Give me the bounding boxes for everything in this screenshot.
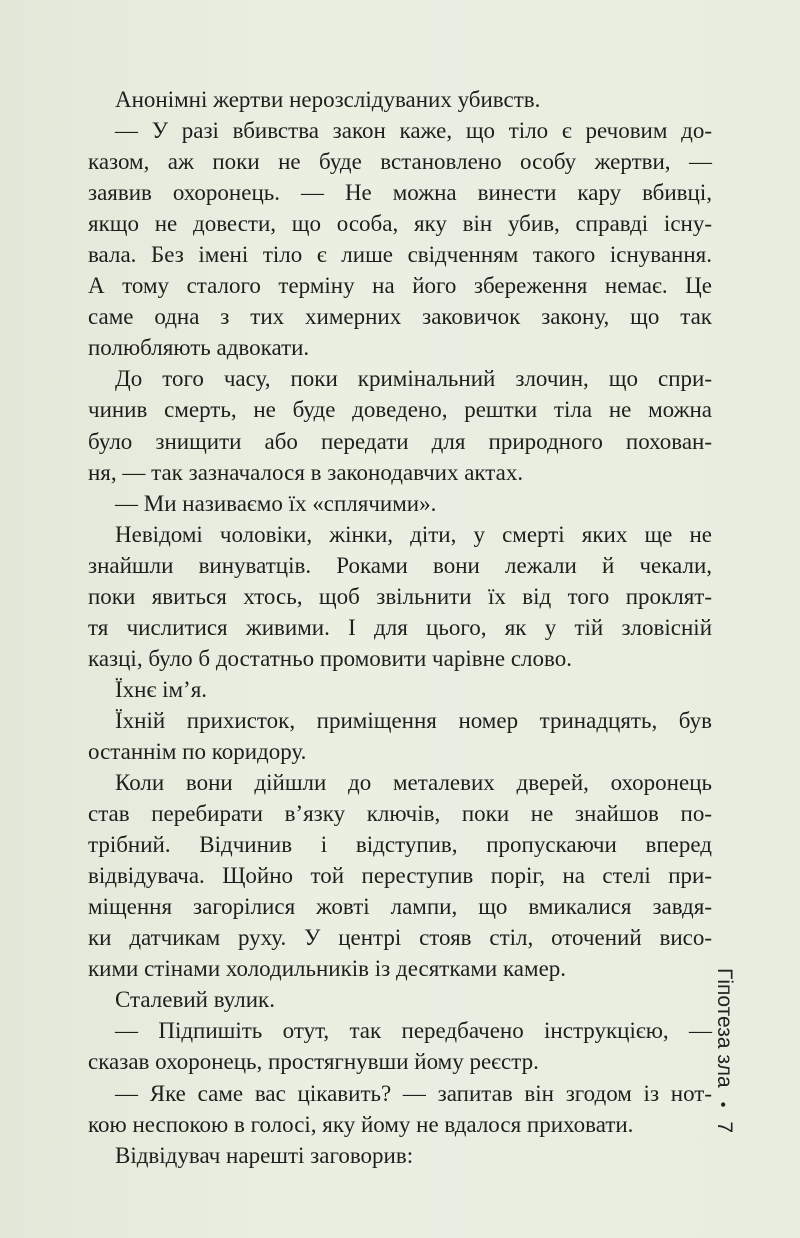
text-line: кою неспокою в голосі, яку йому не вдалося приховати. xyxy=(88,1111,634,1137)
text-line: було знищити або передати для природного похован- xyxy=(88,428,712,454)
text-line: До того часу, поки кримінальний злочин, що спри- xyxy=(115,366,712,392)
paragraph xyxy=(88,115,712,363)
paragraph xyxy=(88,984,712,1015)
text-line: казом, аж поки не буде встановлено особу жертви, — xyxy=(88,149,712,175)
text-line: відвідувача. Щойно той переступив поріг, на стелі при- xyxy=(88,863,712,889)
text-line: кими стінами холодильників із десятками камер. xyxy=(88,956,567,982)
text-line: ня, — так зазначалося в законодавчих актах. xyxy=(88,459,524,485)
text-line: Відвідувач нарешті заговорив: xyxy=(115,1142,414,1168)
page-body-text xyxy=(88,84,712,1171)
paragraph xyxy=(88,519,712,674)
text-line: Сталевий вулик. xyxy=(115,987,275,1013)
paragraph xyxy=(88,363,712,487)
text-line: знайшли винуватців. Роками вони лежали й чекали, xyxy=(88,552,712,578)
text-line: — Підпишіть отут, так передбачено інструкцією, — xyxy=(115,1018,712,1044)
text-line: — У разі вбивства закон каже, що тіло є речовим до- xyxy=(115,118,712,144)
text-line: став перебирати в’язку ключів, поки не знайшов по- xyxy=(88,801,712,827)
separator-bullet: • xyxy=(714,1101,731,1108)
text-line: Невідомі чоловіки, жінки, діти, у смерті яких ще не xyxy=(115,521,712,547)
text-line: Анонімні жертви нерозслідуваних убивств. xyxy=(115,87,541,112)
paragraph xyxy=(88,488,712,519)
text-line: казці, було б достатньо промовити чарівне слово. xyxy=(88,645,572,671)
text-line: міщення загорілися жовті лампи, що вмикалися завдя- xyxy=(88,894,712,920)
text-line: останнім по коридору. xyxy=(88,738,307,764)
paragraph xyxy=(88,1015,712,1077)
text-line: А тому сталого терміну на його збереження немає. Це xyxy=(88,273,712,299)
paragraph xyxy=(88,1140,712,1171)
running-footer xyxy=(706,968,746,1158)
text-line: ки датчикам руху. У центрі стояв стіл, оточений висо- xyxy=(88,925,712,951)
text-line: трібний. Відчинив і відступив, пропускаючи вперед xyxy=(88,832,712,858)
text-line: саме одна з тих химерних заковичок закону, що так xyxy=(88,304,712,330)
text-line: — Ми називаємо їх «сплячими». xyxy=(115,490,437,516)
text-line: полюбляють адвокати. xyxy=(88,335,310,361)
paragraph xyxy=(88,767,712,984)
text-line: вала. Без імені тіло є лише свідченням такого існування. xyxy=(88,242,712,268)
text-line: Коли вони дійшли до металевих дверей, охоронець xyxy=(115,770,712,796)
text-line: тя числитися живими. І для цього, як у тій зловісній xyxy=(88,614,712,640)
book-title: Гіпотеза зла xyxy=(713,968,736,1088)
text-line: заявив охоронець. — Не можна винести кару вбивці, xyxy=(88,180,712,206)
text-line: Їхній прихисток, приміщення номер тринадцять, був xyxy=(115,707,712,733)
text-line: — Яке саме вас цікавить? — запитав він згодом із нот- xyxy=(115,1080,712,1106)
paragraph xyxy=(88,1078,712,1140)
page-number: 7 xyxy=(713,1121,736,1133)
paragraph xyxy=(88,84,712,115)
text-line: чинив смерть, не буде доведено, рештки тіла не можна xyxy=(88,397,712,423)
text-line: Їхнє ім’я. xyxy=(115,676,208,702)
paragraph xyxy=(88,705,712,767)
text-line: якщо не довести, що особа, яку він убив, справді існу- xyxy=(88,211,712,237)
text-line: поки явиться хтось, щоб звільнити їх від того проклят- xyxy=(88,583,712,609)
text-line: сказав охоронець, простягнувши йому реєстр. xyxy=(88,1049,539,1075)
paragraph xyxy=(88,674,712,705)
